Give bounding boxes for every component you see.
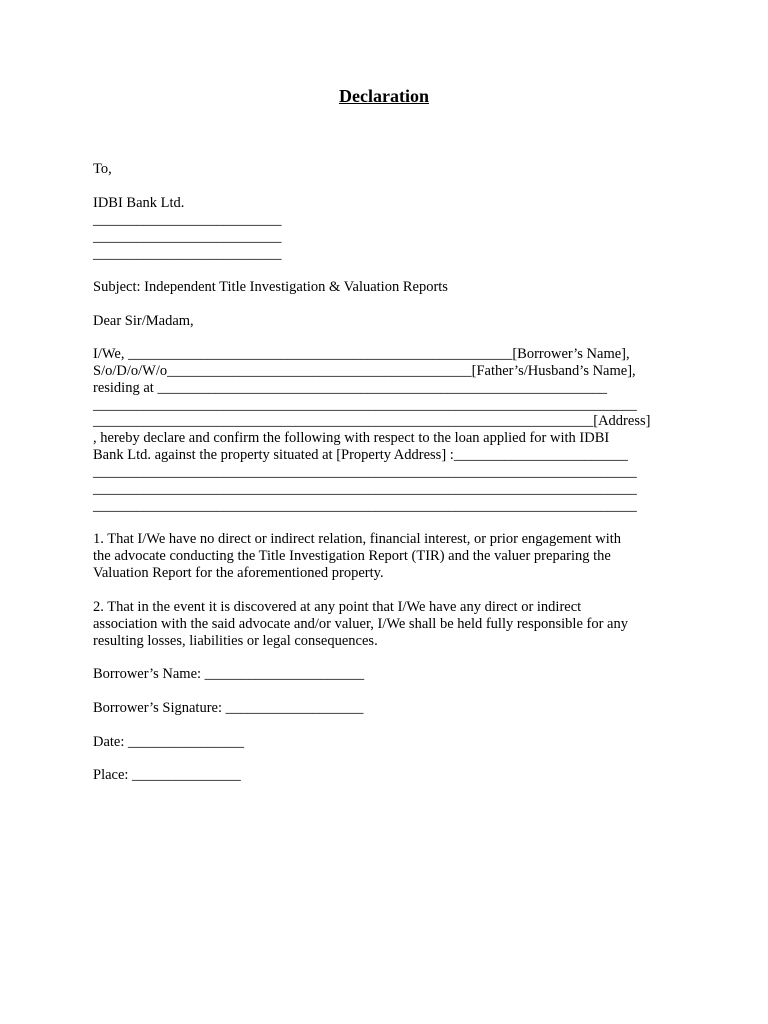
property-blank-line: ___________________________________________________________________________ [93,481,637,497]
borrower-signature-field: Borrower’s Signature: ___________________ [93,700,364,716]
recipient-address-blank: __________________________ [93,246,282,262]
address-blank-line: ___________________________________________________________________________ [93,397,637,413]
clause-2-line-3: resulting losses, liabilities or legal consequences. [93,633,378,649]
clause-1-line-1: 1. That I/We have no direct or indirect relation, financial interest, or prior engagement with [93,531,622,547]
bank-name: IDBI Bank Ltd. [93,195,185,211]
declare-line-1: , hereby declare and confirm the following with respect to the loan applied for with IDBI [93,430,610,446]
iwe-label: I/We, [93,346,125,362]
borrower-name-line [93,346,672,363]
borrower-name-tag: [Borrower’s Name], [512,346,630,362]
address-tag: [Address] [593,413,651,429]
property-address-label: Bank Ltd. against the property situated at [Property Address] : [93,447,454,463]
subject-line: Subject: Independent Title Investigation & Valuation Reports [93,279,448,295]
clause-1-line-3: Valuation Report for the aforementioned property. [93,565,384,581]
residing-label: residing at [93,380,154,396]
relation-label: S/o/D/o/W/o [93,363,168,379]
date-field: Date: ________________ [93,734,245,750]
father-name-blank: __________________________________________ [167,363,472,379]
declare-line-2 [93,447,672,464]
father-name-tag: [Father’s/Husband’s Name], [471,363,636,379]
salutation: Dear Sir/Madam, [93,313,194,329]
to-line: To, [93,161,112,177]
recipient-address-blank: __________________________ [93,229,282,245]
father-name-line [93,363,672,380]
borrower-name-blank: _____________________________________________________ [128,346,513,362]
residing-line [93,380,672,397]
recipient-address-blank: __________________________ [93,212,282,228]
address-blank: _____________________________________________________________________ [93,413,594,429]
place-field: Place: _______________ [93,767,241,783]
clause-2-line-2: association with the said advocate and/or valuer, I/We shall be held fully responsible for any [93,616,628,632]
residing-blank: ______________________________________________________________ [157,380,607,396]
address-line [93,413,672,430]
borrower-name-field: Borrower’s Name: ______________________ [93,666,365,682]
property-blank-line: ___________________________________________________________________________ [93,498,637,514]
property-address-blank: ________________________ [453,447,628,463]
document-title: Declaration [339,86,429,106]
property-blank-line: ___________________________________________________________________________ [93,464,637,480]
clause-2-line-1: 2. That in the event it is discovered at any point that I/We have any direct or indirect [93,599,582,615]
clause-1-line-2: the advocate conducting the Title Investigation Report (TIR) and the valuer preparing the [93,548,611,564]
